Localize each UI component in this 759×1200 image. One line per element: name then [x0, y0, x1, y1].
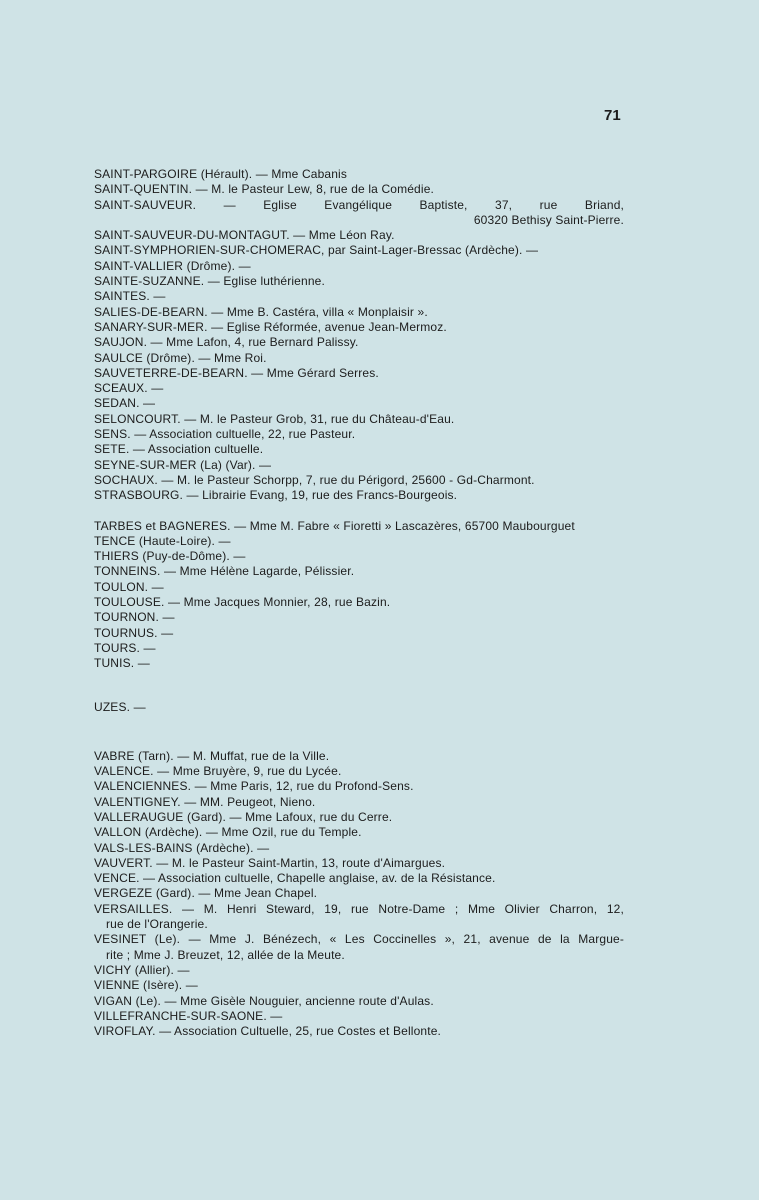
entry: TOULON. —	[94, 579, 164, 594]
entry: SAINT-PARGOIRE (Hérault). — Mme Cabanis	[94, 167, 348, 181]
entry: VICHY (Allier). —	[94, 962, 190, 977]
entry: SAINT-QUENTIN. — M. le Pasteur Lew, 8, rue de la Comédie.	[94, 182, 435, 197]
entry: VIROFLAY. — Association Cultuelle, 25, rue Costes et Bellonte.	[94, 1024, 442, 1039]
entry: SAULCE (Drôme). — Mme Roi.	[94, 350, 267, 365]
entry: VABRE (Tarn). — M. Muffat, rue de la Ville.	[94, 748, 330, 763]
entry-continuation: rite ; Mme J. Breuzet, 12, allée de la Meute.	[106, 947, 345, 962]
entry-continuation: 60320 Bethisy Saint-Pierre.	[473, 212, 624, 227]
entry: TUNIS. —	[94, 656, 150, 671]
entry-continuation: rue de l'Orangerie.	[106, 917, 208, 932]
entry: UZES. —	[94, 699, 146, 714]
entry: SEYNE-SUR-MER (La) (Var). —	[94, 457, 272, 472]
entry: VERGEZE (Gard). — Mme Jean Chapel.	[94, 886, 318, 901]
entry: TOURNON. —	[94, 610, 175, 625]
entry: VALLON (Ardèche). — Mme Ozil, rue du Temple.	[94, 825, 362, 840]
entry: TONNEINS. — Mme Hélène Lagarde, Pélissier.	[94, 564, 355, 579]
entry: VALENCE. — Mme Bruyère, 9, rue du Lycée.	[94, 764, 342, 779]
entry: SALIES-DE-BEARN. — Mme B. Castéra, villa « Monplaisir ».	[94, 304, 428, 319]
page-number: 71	[604, 107, 621, 124]
entry: STRASBOURG. — Librairie Evang, 19, rue des Francs-Bourgeois.	[94, 488, 458, 503]
entry: VALLERAUGUE (Gard). — Mme Lafoux, rue du Cerre.	[94, 809, 393, 824]
entry	[94, 902, 624, 933]
entry: VILLEFRANCHE-SUR-SAONE. —	[94, 1008, 283, 1023]
entry: TOURNUS. —	[94, 625, 174, 640]
entry: VALS-LES-BAINS (Ardèche). —	[94, 840, 270, 855]
entry: SAINT-SAUVEUR-DU-MONTAGUT. — Mme Léon Ray.	[94, 228, 395, 243]
entry: TARBES et BAGNERES. — Mme M. Fabre « Fioretti » Lascazères, 65700 Maubourguet	[94, 518, 575, 533]
entry: SAINTES. —	[94, 289, 166, 304]
entry	[94, 932, 624, 963]
entry: SELONCOURT. — M. le Pasteur Grob, 31, rue du Château-d'Eau.	[94, 411, 455, 426]
entry: VIENNE (Isère). —	[94, 978, 198, 993]
entry: TOULOUSE. — Mme Jacques Monnier, 28, rue Bazin.	[94, 595, 391, 610]
entry	[94, 198, 624, 229]
entry: TOURS. —	[94, 640, 156, 655]
entry: SAINT-SYMPHORIEN-SUR-CHOMERAC, par Saint-Lager-Bressac (Ardèche). —	[94, 243, 539, 258]
directory-list	[94, 167, 624, 1039]
entry: VENCE. — Association cultuelle, Chapelle anglaise, av. de la Résistance.	[94, 871, 496, 886]
entry-text: VESINET (Le). — Mme J. Bénézech, « Les Coccinelles », 21, avenue de la Margue-	[94, 932, 624, 947]
entry: SOCHAUX. — M. le Pasteur Schorpp, 7, rue du Périgord, 25600 - Gd-Charmont.	[94, 472, 535, 487]
entry: THIERS (Puy-de-Dôme). —	[94, 549, 246, 564]
entry: SCEAUX. —	[94, 381, 164, 396]
entry-text: VERSAILLES. — M. Henri Steward, 19, rue Notre-Dame ; Mme Olivier Charron, 12,	[94, 901, 624, 916]
entry: TENCE (Haute-Loire). —	[94, 533, 231, 548]
entry: SETE. — Association cultuelle.	[94, 442, 264, 457]
entry: SANARY-SUR-MER. — Eglise Réformée, avenue Jean-Mermoz.	[94, 319, 447, 334]
entry-text: SAINT-SAUVEUR. — Eglise Evangélique Baptiste, 37, rue Briand,	[94, 197, 624, 212]
entry: SEDAN. —	[94, 396, 156, 411]
entry: SENS. — Association cultuelle, 22, rue Pasteur.	[94, 427, 356, 442]
entry: VALENTIGNEY. — MM. Peugeot, Nieno.	[94, 794, 316, 809]
entry: SAUVETERRE-DE-BEARN. — Mme Gérard Serres.	[94, 365, 379, 380]
entry: SAUJON. — Mme Lafon, 4, rue Bernard Palissy.	[94, 335, 359, 350]
entry: VAUVERT. — M. le Pasteur Saint-Martin, 13, route d'Aimargues.	[94, 855, 446, 870]
entry: VALENCIENNES. — Mme Paris, 12, rue du Profond-Sens.	[94, 779, 414, 794]
entry: SAINTE-SUZANNE. — Eglise luthérienne.	[94, 274, 325, 289]
entry: SAINT-VALLIER (Drôme). —	[94, 258, 251, 273]
entry: VIGAN (Le). — Mme Gisèle Nouguier, ancienne route d'Aulas.	[94, 993, 434, 1008]
